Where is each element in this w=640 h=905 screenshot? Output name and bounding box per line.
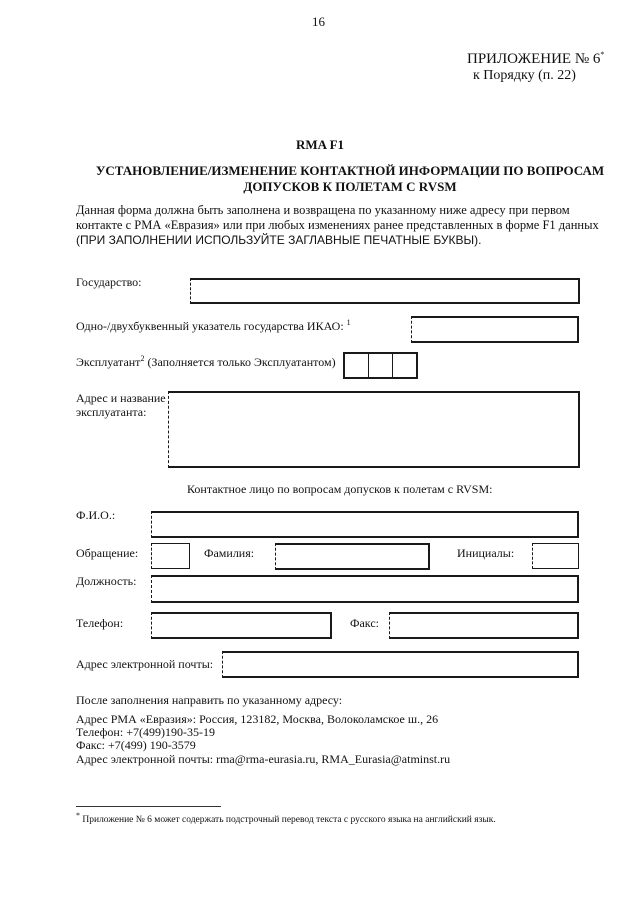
appendix-title-text: ПРИЛОЖЕНИЕ № 6: [467, 51, 601, 67]
operator-address-label: [76, 391, 166, 419]
icao-field[interactable]: [411, 316, 579, 343]
intro-line-2: контакте с РМА «Евразия» или при любых изменениях ранее представленных в форме F1 данных: [76, 218, 599, 232]
email-label: Адрес электронной почты:: [76, 657, 214, 671]
page-number: 16: [312, 14, 325, 29]
footnote-text: Приложение № 6 может содержать подстрочный перевод текста с русского языка на английский язык.: [82, 815, 496, 826]
intro-line-3: (ПРИ ЗАПОЛНЕНИИ ИСПОЛЬЗУЙТЕ ЗАГЛАВНЫЕ ПЕЧАТНЫЕ БУКВЫ).: [76, 233, 482, 247]
position-field[interactable]: [151, 575, 579, 603]
form-code: RMA F1: [295, 137, 345, 152]
surname-label: Фамилия:: [204, 546, 255, 560]
send-to-fax: Факс: +7(499) 190-3579: [76, 738, 196, 752]
appendix-subtitle: к Порядку (п. 22): [473, 68, 576, 83]
initials-label: Инициалы:: [457, 546, 515, 560]
operator-code-cell-1[interactable]: [345, 354, 369, 377]
send-to-phone: Телефон: +7(499)190-35-19: [76, 725, 215, 739]
send-to-intro: После заполнения направить по указанному адресу:: [76, 693, 343, 707]
fax-label: Факс:: [350, 616, 379, 630]
send-to-address: Адрес РМА «Евразия»: Россия, 123182, Москва, Волоколамское ш., 26: [76, 712, 439, 726]
email-field[interactable]: [222, 651, 579, 678]
salutation-label: Обращение:: [76, 546, 139, 560]
form-title: [0, 163, 640, 195]
icao-label-text: Одно-/двухбуквенный указатель государства ИКАО:: [76, 319, 344, 333]
icao-label: [76, 316, 351, 333]
intro-text: [76, 203, 599, 248]
form-title-line-2: ДОПУСКОВ К ПОЛЕТАМ С RVSM: [243, 179, 457, 194]
contact-heading: Контактное лицо по вопросам допусков к полетам с RVSM:: [187, 482, 493, 496]
phone-field[interactable]: [151, 612, 332, 639]
fio-field[interactable]: [151, 511, 579, 538]
form-title-line-1: УСТАНОВЛЕНИЕ/ИЗМЕНЕНИЕ КОНТАКТНОЙ ИНФОРМАЦИИ ПО ВОПРОСАМ: [95, 163, 605, 178]
send-to-email: Адрес электронной почты: rma@rma-eurasia.ru, RMA_Eurasia@atminst.ru: [76, 752, 451, 766]
operator-footnote-mark: 2: [140, 354, 145, 363]
state-label: Государство:: [76, 275, 142, 289]
position-label: Должность:: [76, 574, 137, 588]
state-field[interactable]: [190, 278, 580, 304]
appendix-title: [467, 50, 604, 68]
operator-label-text: Эксплуатант: [76, 355, 141, 369]
operator-label: [76, 352, 336, 369]
operator-address-label-line-2: эксплуатанта:: [76, 405, 147, 419]
operator-label-note: (Заполняется только Эксплуатантом): [147, 355, 336, 369]
icao-footnote-mark: 1: [346, 318, 351, 327]
intro-line-1: Данная форма должна быть заполнена и возвращена по указанному ниже адресу при первом: [76, 203, 570, 217]
initials-field[interactable]: [532, 543, 579, 569]
salutation-field[interactable]: [151, 543, 190, 569]
operator-code-field[interactable]: [343, 352, 418, 379]
footnote-divider: [76, 806, 221, 807]
operator-address-label-line-1: Адрес и название: [76, 391, 166, 405]
operator-address-field[interactable]: [168, 391, 580, 468]
appendix-title-mark: *: [600, 50, 605, 59]
surname-field[interactable]: [275, 543, 430, 570]
operator-code-cell-2[interactable]: [369, 354, 393, 377]
footnote-mark: *: [76, 811, 80, 820]
fio-label: Ф.И.О.:: [76, 508, 116, 522]
fax-field[interactable]: [389, 612, 579, 639]
footnote: [76, 811, 496, 825]
phone-label: Телефон:: [76, 616, 124, 630]
